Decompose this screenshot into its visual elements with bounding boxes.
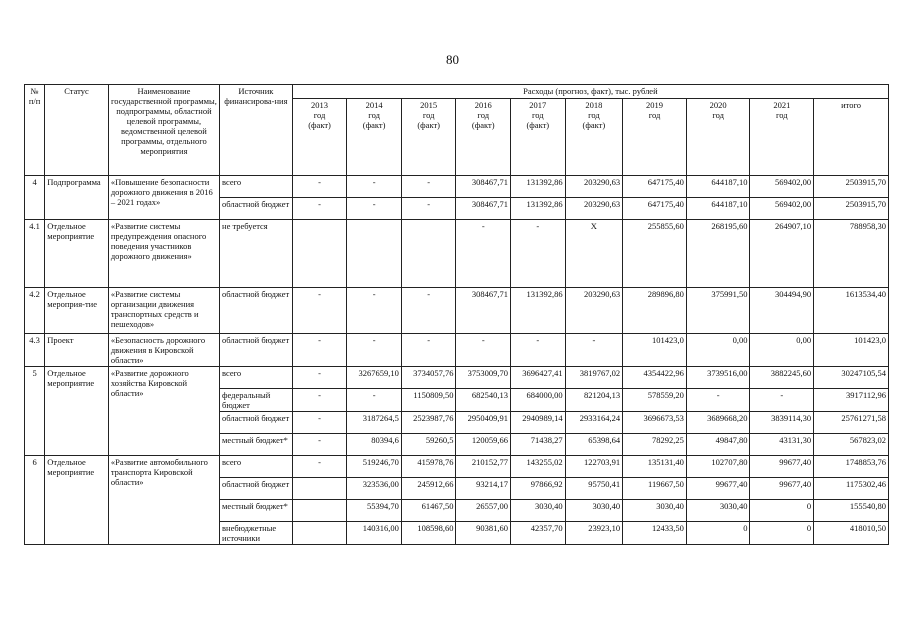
value-cell: 203290,63 [565,176,623,198]
row-status: Подпрограмма [45,176,109,220]
value-cell: 308467,71 [456,198,511,220]
table-row [25,220,889,288]
value-cell: - [292,198,347,220]
value-cell: X [565,220,623,288]
value-cell: 2933164,24 [565,412,623,434]
value-cell: - [750,389,814,412]
row-status: Отдельное мероприятие [45,220,109,288]
row-name: «Безопасность дорожного движения в Кировской области» [108,334,219,367]
value-cell: - [292,412,347,434]
value-cell: 567823,02 [814,434,889,456]
header-source: Источник финансирова-ния [220,85,293,176]
value-cell: 3030,40 [511,500,566,522]
row-source: всего [220,176,293,198]
header-name: Наименование государственной программы, подпрограммы, областной целевой программы, ведомственной целевой программы, отдельного мероприятия [108,85,219,176]
value-cell: 415978,76 [401,456,456,478]
table-row [25,176,889,198]
value-cell: 3696427,41 [511,367,566,389]
value-cell: - [511,334,566,367]
row-source: всего [220,456,293,478]
value-cell: 119667,50 [623,478,687,500]
value-cell: 131392,86 [511,176,566,198]
row-source: федеральный бюджет [220,389,293,412]
value-cell: 3882245,60 [750,367,814,389]
row-number: 4 [25,176,45,220]
value-cell: 71438,27 [511,434,566,456]
value-cell: - [292,389,347,412]
header-year: 2019 год [623,99,687,176]
value-cell: - [401,198,456,220]
row-name: «Развитие системы организации движения транспортных средств и пешеходов» [108,288,219,334]
value-cell: 268195,60 [686,220,750,288]
value-cell: 245912,66 [401,478,456,500]
table-row [25,367,889,389]
value-cell: 122703,91 [565,456,623,478]
value-cell: 308467,71 [456,288,511,334]
value-cell: 323536,00 [347,478,402,500]
value-cell: 578559,20 [623,389,687,412]
value-cell: 2503915,70 [814,176,889,198]
value-cell: 2523987,76 [401,412,456,434]
value-cell: - [292,434,347,456]
value-cell: 3734057,76 [401,367,456,389]
row-number: 4.2 [25,288,45,334]
row-source: местный бюджет* [220,434,293,456]
row-source: областной бюджет [220,288,293,334]
row-status: Отдельное мероприя-тие [45,288,109,334]
value-cell: 43131,30 [750,434,814,456]
value-cell: 2940989,14 [511,412,566,434]
value-cell: - [292,288,347,334]
row-source: областной бюджет [220,198,293,220]
value-cell: 3030,40 [623,500,687,522]
value-cell: 289896,80 [623,288,687,334]
value-cell: 135131,40 [623,456,687,478]
value-cell: 1613534,40 [814,288,889,334]
budget-table [24,84,889,545]
row-source: областной бюджет [220,334,293,367]
value-cell: 101423,0 [814,334,889,367]
value-cell: - [401,176,456,198]
value-cell: 304494,90 [750,288,814,334]
row-status: Отдельное мероприятие [45,456,109,545]
value-cell: 821204,13 [565,389,623,412]
value-cell: 102707,80 [686,456,750,478]
value-cell: 61467,50 [401,500,456,522]
row-source: областной бюджет [220,478,293,500]
value-cell: 0,00 [750,334,814,367]
value-cell: - [456,220,511,288]
value-cell: 143255,02 [511,456,566,478]
value-cell [292,478,347,500]
value-cell: 3267659,10 [347,367,402,389]
value-cell: 203290,63 [565,198,623,220]
value-cell: 30247105,54 [814,367,889,389]
table-row [25,288,889,334]
header-year: 2021 год [750,99,814,176]
row-name: «Повышение безопасности дорожного движения в 2016 – 2021 годах» [108,176,219,220]
value-cell: 23923,10 [565,522,623,545]
value-cell: 2503915,70 [814,198,889,220]
value-cell: 647175,40 [623,198,687,220]
header-year: итого [814,99,889,176]
value-cell: - [401,288,456,334]
value-cell: 647175,40 [623,176,687,198]
value-cell: 1748853,76 [814,456,889,478]
row-source: областной бюджет [220,412,293,434]
value-cell: 3819767,02 [565,367,623,389]
row-source: не требуется [220,220,293,288]
header-year: 2015 год (факт) [401,99,456,176]
value-cell: 264907,10 [750,220,814,288]
header-year: 2013 год (факт) [292,99,347,176]
header-row [25,85,889,99]
value-cell: 4354422,96 [623,367,687,389]
value-cell: 2950409,91 [456,412,511,434]
value-cell: 1150809,50 [401,389,456,412]
value-cell: 569402,00 [750,198,814,220]
row-status: Отдельное мероприятие [45,367,109,456]
value-cell: - [292,367,347,389]
header-status: Статус [45,85,109,176]
value-cell: - [511,220,566,288]
value-cell: - [347,288,402,334]
row-number: 5 [25,367,45,456]
value-cell: - [401,334,456,367]
header-year: 2018 год (факт) [565,99,623,176]
value-cell: 65398,64 [565,434,623,456]
header-year: 2020 год [686,99,750,176]
row-source: всего [220,367,293,389]
value-cell: 3030,40 [565,500,623,522]
value-cell: 3187264,5 [347,412,402,434]
value-cell: - [292,456,347,478]
value-cell: 418010,50 [814,522,889,545]
header-year: 2017 год (факт) [511,99,566,176]
value-cell: 644187,10 [686,198,750,220]
value-cell: 519246,70 [347,456,402,478]
value-cell: 97866,92 [511,478,566,500]
value-cell: 3030,40 [686,500,750,522]
value-cell: 255855,60 [623,220,687,288]
value-cell: 0,00 [686,334,750,367]
row-source: внебюджетные источники [220,522,293,545]
value-cell: 55394,70 [347,500,402,522]
value-cell: 210152,77 [456,456,511,478]
value-cell: 12433,50 [623,522,687,545]
row-number: 4.1 [25,220,45,288]
value-cell: 49847,80 [686,434,750,456]
value-cell: 569402,00 [750,176,814,198]
value-cell: 93214,17 [456,478,511,500]
row-number: 4.3 [25,334,45,367]
header-year: 2014 год (факт) [347,99,402,176]
value-cell: - [292,334,347,367]
value-cell: 3839114,30 [750,412,814,434]
value-cell: - [347,176,402,198]
row-source: местный бюджет* [220,500,293,522]
row-status: Проект [45,334,109,367]
value-cell: - [347,389,402,412]
value-cell: - [347,198,402,220]
table-row [25,456,889,478]
value-cell: 42357,70 [511,522,566,545]
row-number: 6 [25,456,45,545]
value-cell: - [292,176,347,198]
value-cell: 3689668,20 [686,412,750,434]
value-cell: 684000,00 [511,389,566,412]
value-cell: 59260,5 [401,434,456,456]
value-cell: 788958,30 [814,220,889,288]
value-cell [401,220,456,288]
table-row [25,334,889,367]
value-cell: - [456,334,511,367]
value-cell [292,522,347,545]
value-cell: 78292,25 [623,434,687,456]
row-name: «Развитие системы предупреждения опасного поведения участников дорожного движения» [108,220,219,288]
value-cell: - [347,334,402,367]
value-cell: - [686,389,750,412]
value-cell: 99677,40 [686,478,750,500]
value-cell: 90381,60 [456,522,511,545]
value-cell: 0 [750,522,814,545]
value-cell: 3739516,00 [686,367,750,389]
row-name: «Развитие дорожного хозяйства Кировской области» [108,367,219,456]
value-cell: 131392,86 [511,288,566,334]
value-cell: 3753009,70 [456,367,511,389]
value-cell: 25761271,58 [814,412,889,434]
value-cell [292,500,347,522]
value-cell: 95750,41 [565,478,623,500]
value-cell: 80394,6 [347,434,402,456]
value-cell: 155540,80 [814,500,889,522]
value-cell: 308467,71 [456,176,511,198]
value-cell: - [565,334,623,367]
header-num: № п/п [25,85,45,176]
page-number: 80 [446,52,459,67]
value-cell: 26557,00 [456,500,511,522]
value-cell: 682540,13 [456,389,511,412]
value-cell: 203290,63 [565,288,623,334]
value-cell: 1175302,46 [814,478,889,500]
value-cell: 644187,10 [686,176,750,198]
value-cell: 0 [686,522,750,545]
value-cell: 140316,00 [347,522,402,545]
header-year: 2016 год (факт) [456,99,511,176]
value-cell: 3917112,96 [814,389,889,412]
value-cell: 131392,86 [511,198,566,220]
value-cell [347,220,402,288]
row-name: «Развитие автомобильного транспорта Кировской области» [108,456,219,545]
value-cell [292,220,347,288]
header-expenses: Расходы (прогноз, факт), тыс. рублей [292,85,888,99]
value-cell: 3696673,53 [623,412,687,434]
value-cell: 99677,40 [750,456,814,478]
value-cell: 101423,0 [623,334,687,367]
value-cell: 99677,40 [750,478,814,500]
value-cell: 0 [750,500,814,522]
value-cell: 108598,60 [401,522,456,545]
value-cell: 375991,50 [686,288,750,334]
value-cell: 120059,66 [456,434,511,456]
